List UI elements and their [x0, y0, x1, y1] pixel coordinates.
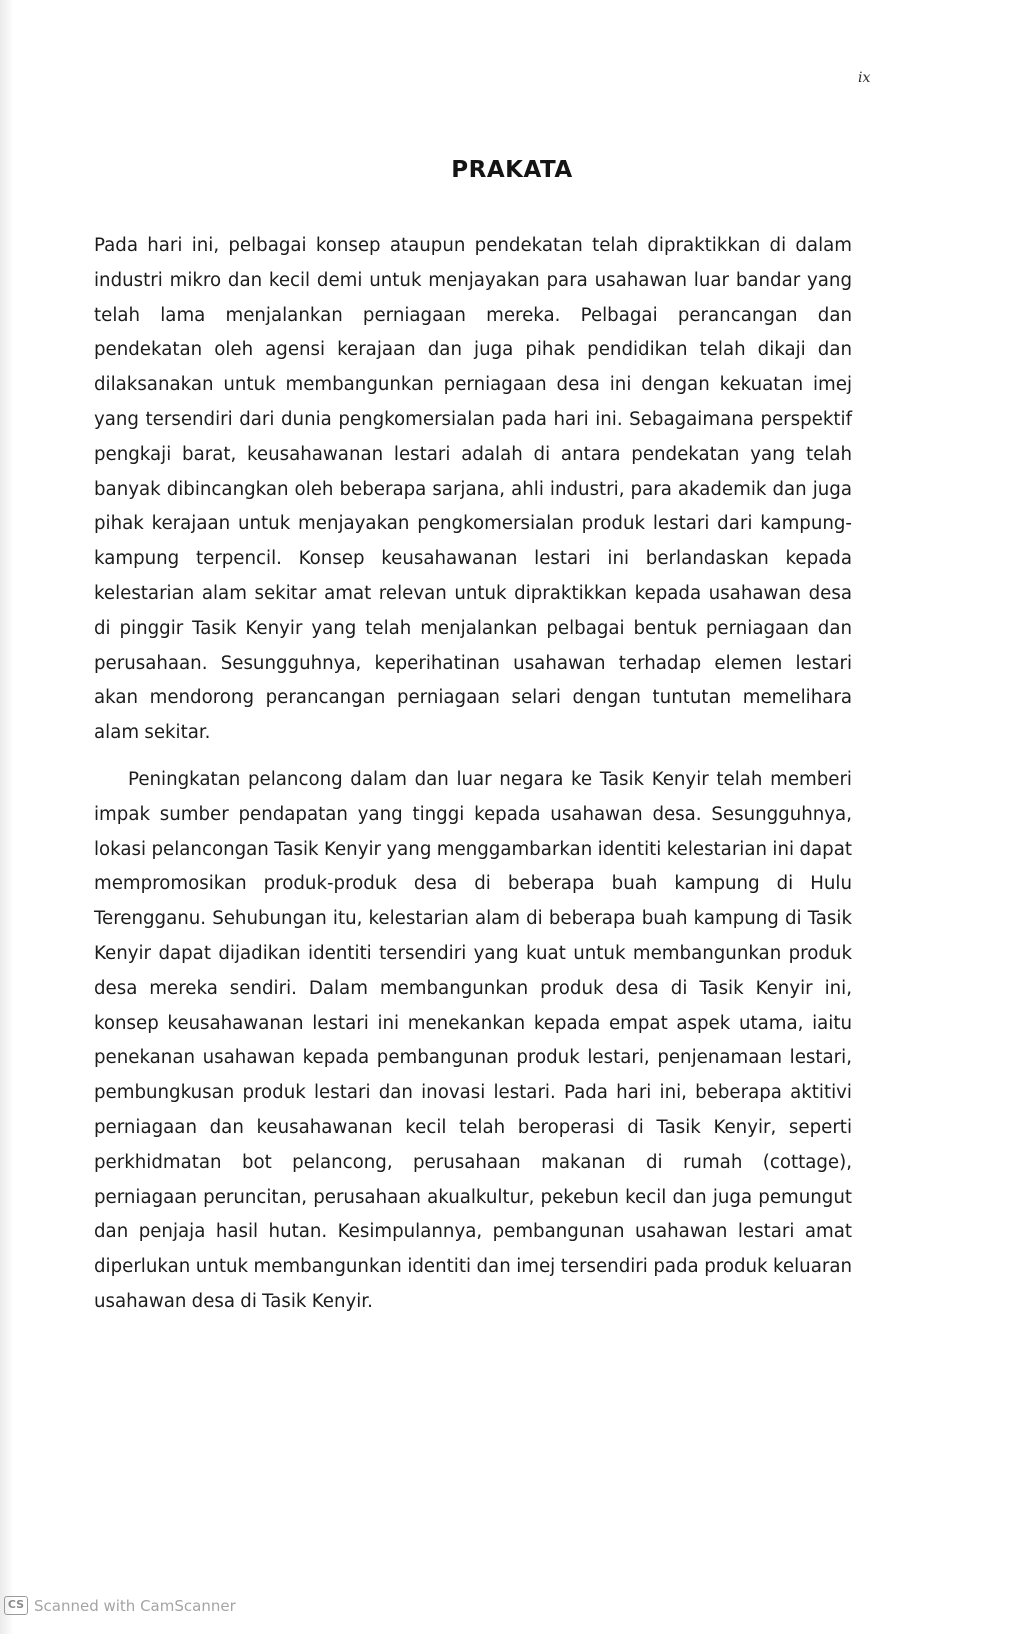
page-title: PRAKATA [451, 157, 573, 183]
camscanner-logo-icon: CS [4, 1596, 28, 1615]
paragraph-1: Pada hari ini, pelbagai konsep ataupun pendekatan telah dipraktikkan di dalam industri mikro dan kecil demi untuk menjayakan para usahawan luar bandar yang telah lama menjalankan perniagaan mereka. Pelbagai perancangan dan pendekatan oleh agensi kerajaan dan juga pihak pendidikan telah dikaji dan dilaksanakan untuk membangunkan perniagaan desa ini dengan kekuatan imej yang tersendiri dari dunia pengkomersialan pada hari ini. Sebagaimana perspektif pengkaji barat, keusahawanan lestari adalah di antara pendekatan yang telah banyak dibincangkan oleh beberapa sarjana, ahli industri, para akademik dan juga pihak kerajaan untuk menjayakan pengkomersialan produk lestari dari kampung-kampung terpencil. Konsep keusahawanan lestari ini berlandaskan kepada kelestarian alam sekitar amat relevan untuk dipraktikkan kepada usahawan desa di pinggir Tasik Kenyir yang telah menjalankan pelbagai bentuk perniagaan dan perusahaan. Sesungguhnya, keperihatinan usahawan terhadap elemen lestari akan mendorong perancangan perniagaan selari dengan tuntutan memelihara alam sekitar. [94, 235, 852, 744]
camscanner-watermark: Scanned with CamScanner [34, 1597, 236, 1615]
page-number: ix [858, 70, 871, 86]
body-text [94, 229, 852, 1320]
scan-edge-shadow [0, 0, 14, 1634]
paragraph-2: Peningkatan pelancong dalam dan luar negara ke Tasik Kenyir telah memberi impak sumber pendapatan yang tinggi kepada usahawan desa. Sesungguhnya, lokasi pelancongan Tasik Kenyir yang menggambarkan identiti kelestarian ini dapat mempromosikan produk-produk desa di beberapa buah kampung di Hulu Terengganu. Sehubungan itu, kelestarian alam di beberapa buah kampung di Tasik Kenyir dapat dijadikan identiti tersendiri yang kuat untuk membangunkan produk desa mereka sendiri. Dalam membangunkan produk desa di Tasik Kenyir ini, konsep keusahawanan lestari ini menekankan kepada empat aspek utama, iaitu penekanan usahawan kepada pembangunan produk lestari, penjenamaan lestari, pembungkusan produk lestari dan inovasi lestari. Pada hari ini, beberapa aktitivi perniagaan dan keusahawanan kecil telah beroperasi di Tasik Kenyir, seperti perkhidmatan bot pelancong, perusahaan makanan di rumah (cottage), perniagaan peruncitan, perusahaan akualkultur, pekebun kecil dan juga pemungut dan penjaja hasil hutan. Kesimpulannya, pembangunan usahawan lestari amat diperlukan untuk membangunkan identiti dan imej tersendiri pada produk keluaran usahawan desa di Tasik Kenyir. [94, 768, 852, 1312]
